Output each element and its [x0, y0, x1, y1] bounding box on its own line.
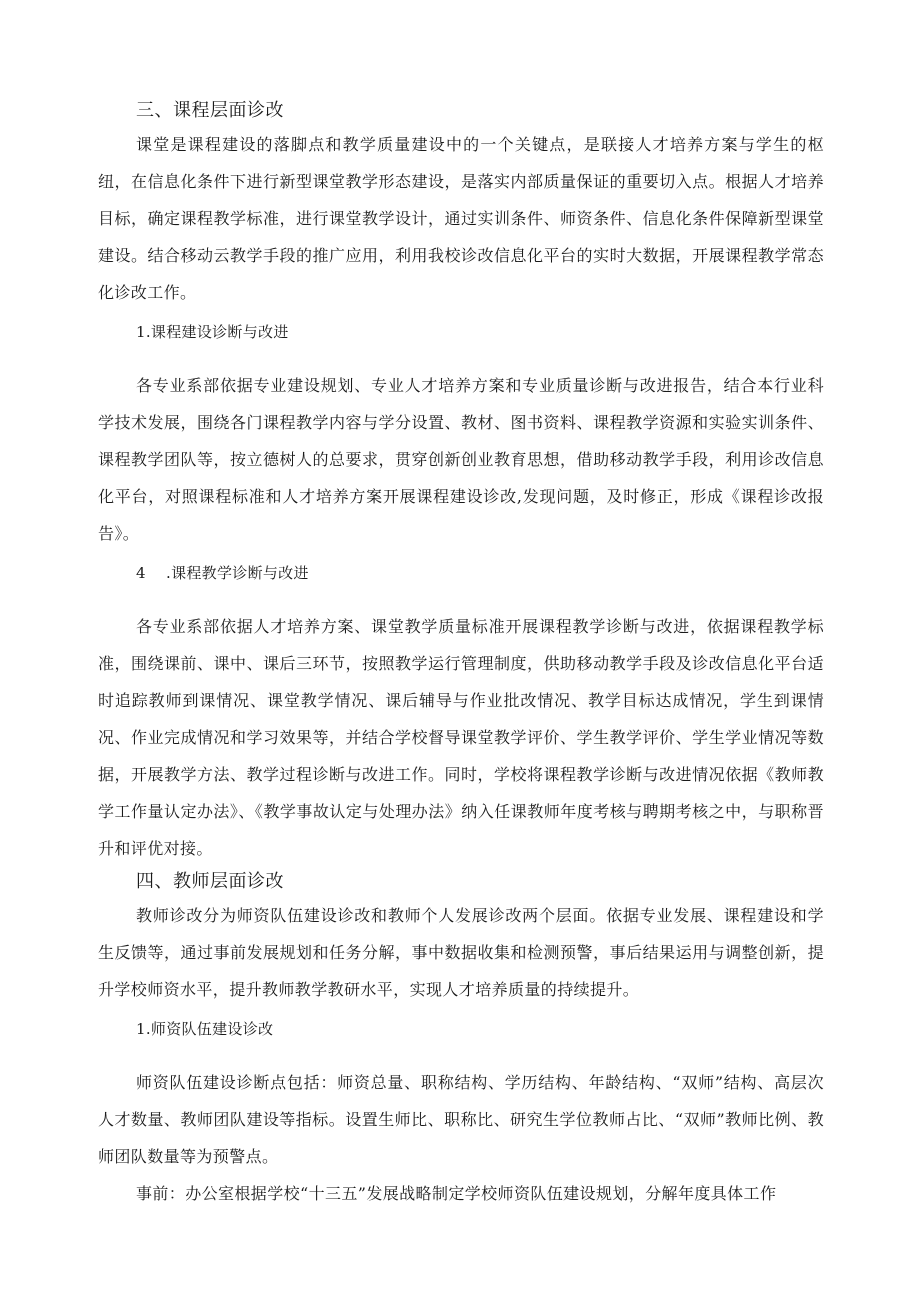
section-4-intro: 教师诊改分为师资队伍建设诊改和教师个人发展诊改两个层面。依据专业发展、课程建设和学生反馈等，通过事前发展规划和任务分解，事中数据收集和检测预警，事后结果运用与调整创新，提升学校师资水平，提升教师教学教研水平，实现人才培养质量的持续提升。 [98, 906, 824, 999]
section-3-sub2-text: 各专业系部依据人才培养方案、课堂教学质量标准开展课程教学诊断与改进，依据课程教学标准，围绕课前、课中、课后三环节，按照教学运行管理制度，供助移动教学手段及诊改信息化平台适时追踪教师到课情况、课堂教学情况、课后辅导与作业批改情况、教学目标达成情况，学生到课情况、作业完成情况和学习效果等，并结合学校督导课堂教学评价、学生教学评价、学生学业情况等数据，开展教学方法、教学过程诊断与改进工作。同时，学校将课程教学诊断与改进情况依据《教师教学工作量认定办法》、《教学事故认定与处理办法》纳入任课教师年度考核与聘期考核之中，与职称晋升和评优对接。 [98, 617, 824, 858]
section-3-heading: 三、课程层面诊改 [136, 100, 284, 121]
sub-heading-title: .课程教学诊断与改进 [166, 564, 309, 582]
section-3-sub2-heading [136, 558, 824, 588]
section-4-sub1-text: 师资队伍建设诊断点包括：师资总量、职称结构、学历结构、年龄结构、“双师”结构、高层次人才数量、教师团队建设等指标。设置生师比、职称比、研究生学位教师占比、“双师”教师比例、教师团队数量等为预警点。 [98, 1073, 824, 1166]
sub-heading-title: .师资队伍建设诊改 [145, 1020, 274, 1038]
sub-heading-number: 1. [136, 323, 151, 341]
section-3-sub1-text: 各专业系部依据专业建设规划、专业人才培养方案和专业质量诊断与改进报告，结合本行业科学技术发展，围绕各门课程教学内容与学分设置、教材、图书资料、课程教学资源和实验实训条件、课程教学团队等，按立德树人的总要求，贯穿创新创业教育思想，借助移动教学手段，利用诊改信息化平台，对照课程标准和人才培养方案开展课程建设诊改,发现问题，及时修正，形成《课程诊改报告》。 [98, 376, 824, 543]
sub-heading-title: 课程建设诊断与改进 [150, 323, 289, 341]
sub-heading-number: 1 [136, 1020, 146, 1038]
section-3-sub1-heading [136, 317, 824, 347]
sub-heading-number: 4 [136, 564, 146, 582]
section-4-sub1-heading [136, 1014, 824, 1044]
section-4-heading: 四、教师层面诊改 [136, 871, 284, 892]
section-3-intro: 课堂是课程建设的落脚点和教学质量建设中的一个关键点，是联接人才培养方案与学生的枢纽，在信息化条件下进行新型课堂教学形态建设，是落实内部质量保证的重要切入点。根据人才培养目标，确定课程教学标准，进行课堂教学设计，通过实训条件、师资条件、信息化条件保障新型课堂建设。结合移动云教学手段的推广应用，利用我校诊改信息化平台的实时大数据，开展课程教学常态化诊改工作。 [98, 135, 824, 302]
document-page [98, 96, 824, 1212]
section-4-prior-text: 事前：办公室根据学校“十三五”发展战略制定学校师资队伍建设规划，分解年度具体工作 [136, 1184, 777, 1203]
